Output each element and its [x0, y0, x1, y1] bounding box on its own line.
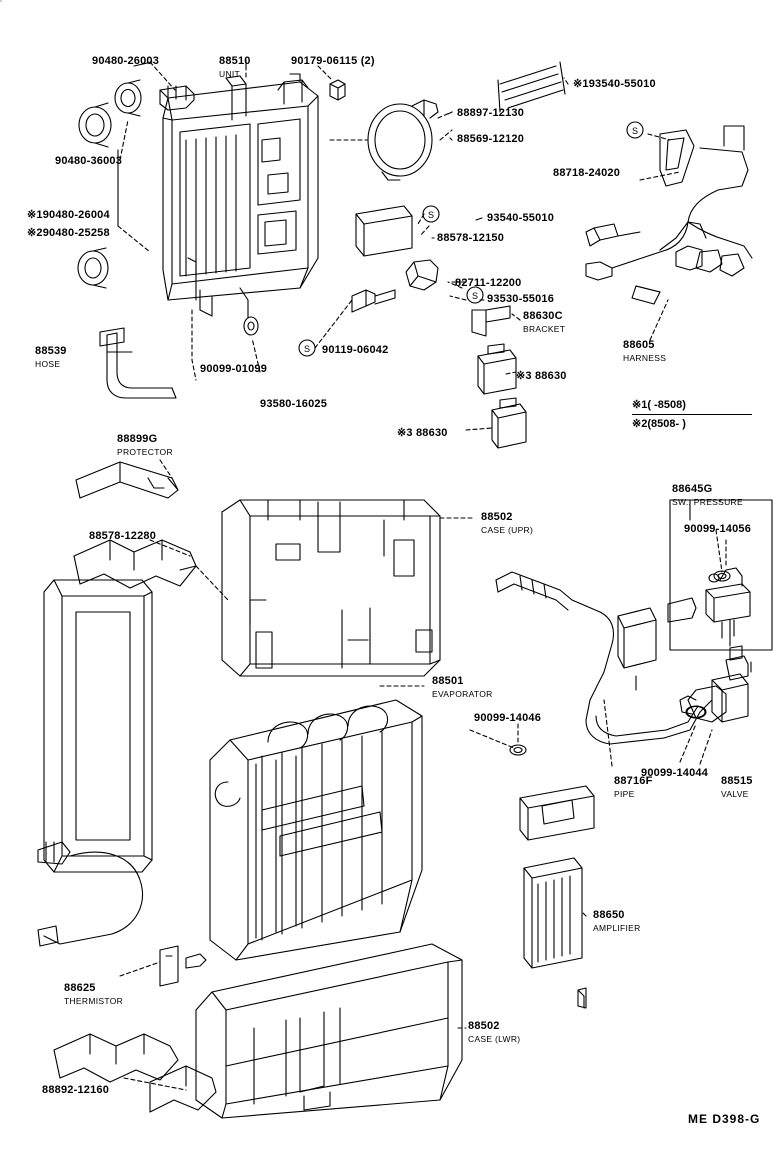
part-desc: AMPLIFIER [593, 922, 641, 933]
label-part-88716f-pipe [614, 776, 653, 800]
part-code: 90179-06115 (2) [291, 55, 375, 67]
part-code: 90119-06042 [322, 344, 389, 356]
part-code: 90099-14046 [474, 712, 542, 724]
application-note-block [632, 398, 752, 432]
part-code: 88718-24020 [553, 167, 621, 179]
svg-text:S: S [303, 344, 311, 354]
part-desc: SW., PRESSURE [672, 496, 743, 507]
label-part-93540-55010 [487, 213, 554, 225]
part-code: 88501 [432, 675, 464, 687]
label-part-88515-valve [721, 776, 753, 800]
label-part-88578-12280 [89, 531, 156, 543]
part-code: 90099-14056 [684, 523, 752, 535]
part-code: ※193540-55010 [573, 78, 656, 90]
part-code: 88645G [672, 483, 713, 495]
label-part-88718-24020 [553, 168, 620, 180]
part-desc: CASE (UPR) [481, 524, 534, 535]
part-code: 90099-01099 [200, 363, 268, 375]
part-code: 88502 [481, 511, 513, 523]
label-part-88578-12150 [437, 233, 504, 245]
label-part-88625-thermistor [64, 983, 123, 1007]
label-part-88605-harness [623, 340, 666, 364]
part-desc: HOSE [35, 358, 61, 369]
note-2: ※2(8508- ) [632, 418, 686, 430]
label-part-88630-lower [397, 428, 448, 440]
label-part-88899g-protector [117, 434, 173, 458]
part-code: ※3 88630 [516, 370, 567, 382]
svg-text:S: S [631, 126, 639, 136]
label-part-88630-upper [516, 371, 567, 383]
svg-text:S: S [471, 291, 479, 301]
part-desc: VALVE [721, 788, 749, 799]
diagram-footer-code: ME D398-G [688, 1112, 761, 1126]
label-part-88502-case-upr [481, 512, 533, 536]
part-code: 88630C [523, 310, 563, 322]
part-desc: PIPE [614, 788, 635, 799]
label-part-90480-36003 [55, 156, 122, 168]
part-code: 93580-16025 [260, 398, 328, 410]
part-code: 90480-36003 [55, 155, 123, 167]
part-desc: THERMISTOR [64, 995, 124, 1006]
part-code: 93540-55010 [487, 212, 555, 224]
label-part-90179-06115 [291, 56, 375, 68]
label-part-88510-unit [219, 56, 251, 80]
label-part-88501-evaporator [432, 676, 493, 700]
part-code: ※190480-26004 [27, 209, 110, 221]
part-code: 88502 [468, 1020, 500, 1032]
part-code: 90099-14044 [641, 767, 709, 779]
label-part-93530-55016 [487, 294, 554, 306]
part-code: 88515 [721, 775, 753, 787]
label-part-90099-14046 [474, 713, 541, 725]
part-code: 88897-12130 [457, 107, 525, 119]
part-code: 88605 [623, 339, 655, 351]
svg-text:S: S [427, 210, 435, 220]
part-code: 82711-12200 [455, 277, 522, 289]
part-code: 88578-12150 [437, 232, 505, 244]
note-divider [632, 414, 752, 415]
part-desc: HARNESS [623, 352, 667, 363]
part-code: 88899G [117, 433, 158, 445]
label-part-93580-16025 [260, 399, 327, 411]
label-part-90099-01099 [200, 364, 267, 376]
label-part-190480-26004 [27, 210, 110, 222]
part-code: 88510 [219, 55, 251, 67]
part-desc: BRACKET [523, 323, 566, 334]
label-part-90099-14056 [684, 524, 751, 536]
part-code: ※290480-25258 [27, 227, 110, 239]
label-part-82711-12200 [455, 278, 521, 290]
label-part-90119-06042 [322, 345, 388, 357]
part-code: 88569-12120 [457, 133, 525, 145]
part-desc: CASE (LWR) [468, 1033, 521, 1044]
label-part-193540-55010 [573, 79, 656, 91]
part-code: 88716F [614, 775, 653, 787]
part-code: 88625 [64, 982, 96, 994]
part-code: 88892-12160 [42, 1084, 110, 1096]
label-part-88502-case-lwr [468, 1021, 520, 1045]
label-part-88650-amplifier [593, 910, 641, 934]
part-code: 93530-55016 [487, 293, 555, 305]
label-part-88569-12120 [457, 134, 524, 146]
label-part-290480-25258 [27, 228, 110, 240]
label-part-88897-12130 [457, 108, 524, 120]
label-part-88645g-sw-pressure [672, 484, 743, 508]
label-part-88892-12160 [42, 1085, 109, 1097]
note-1: ※1( -8508) [632, 399, 686, 411]
label-part-90480-26003 [92, 56, 159, 68]
part-code: 88650 [593, 909, 625, 921]
part-desc: UNIT [219, 68, 241, 79]
part-code: ※3 88630 [397, 427, 448, 439]
part-desc: EVAPORATOR [432, 688, 493, 699]
label-part-88539-hose [35, 346, 67, 370]
label-part-88630c-bracket [523, 311, 565, 335]
part-code: 88578-12280 [89, 530, 157, 542]
part-code: 88539 [35, 345, 67, 357]
part-code: 90480-26003 [92, 55, 160, 67]
part-desc: PROTECTOR [117, 446, 173, 457]
